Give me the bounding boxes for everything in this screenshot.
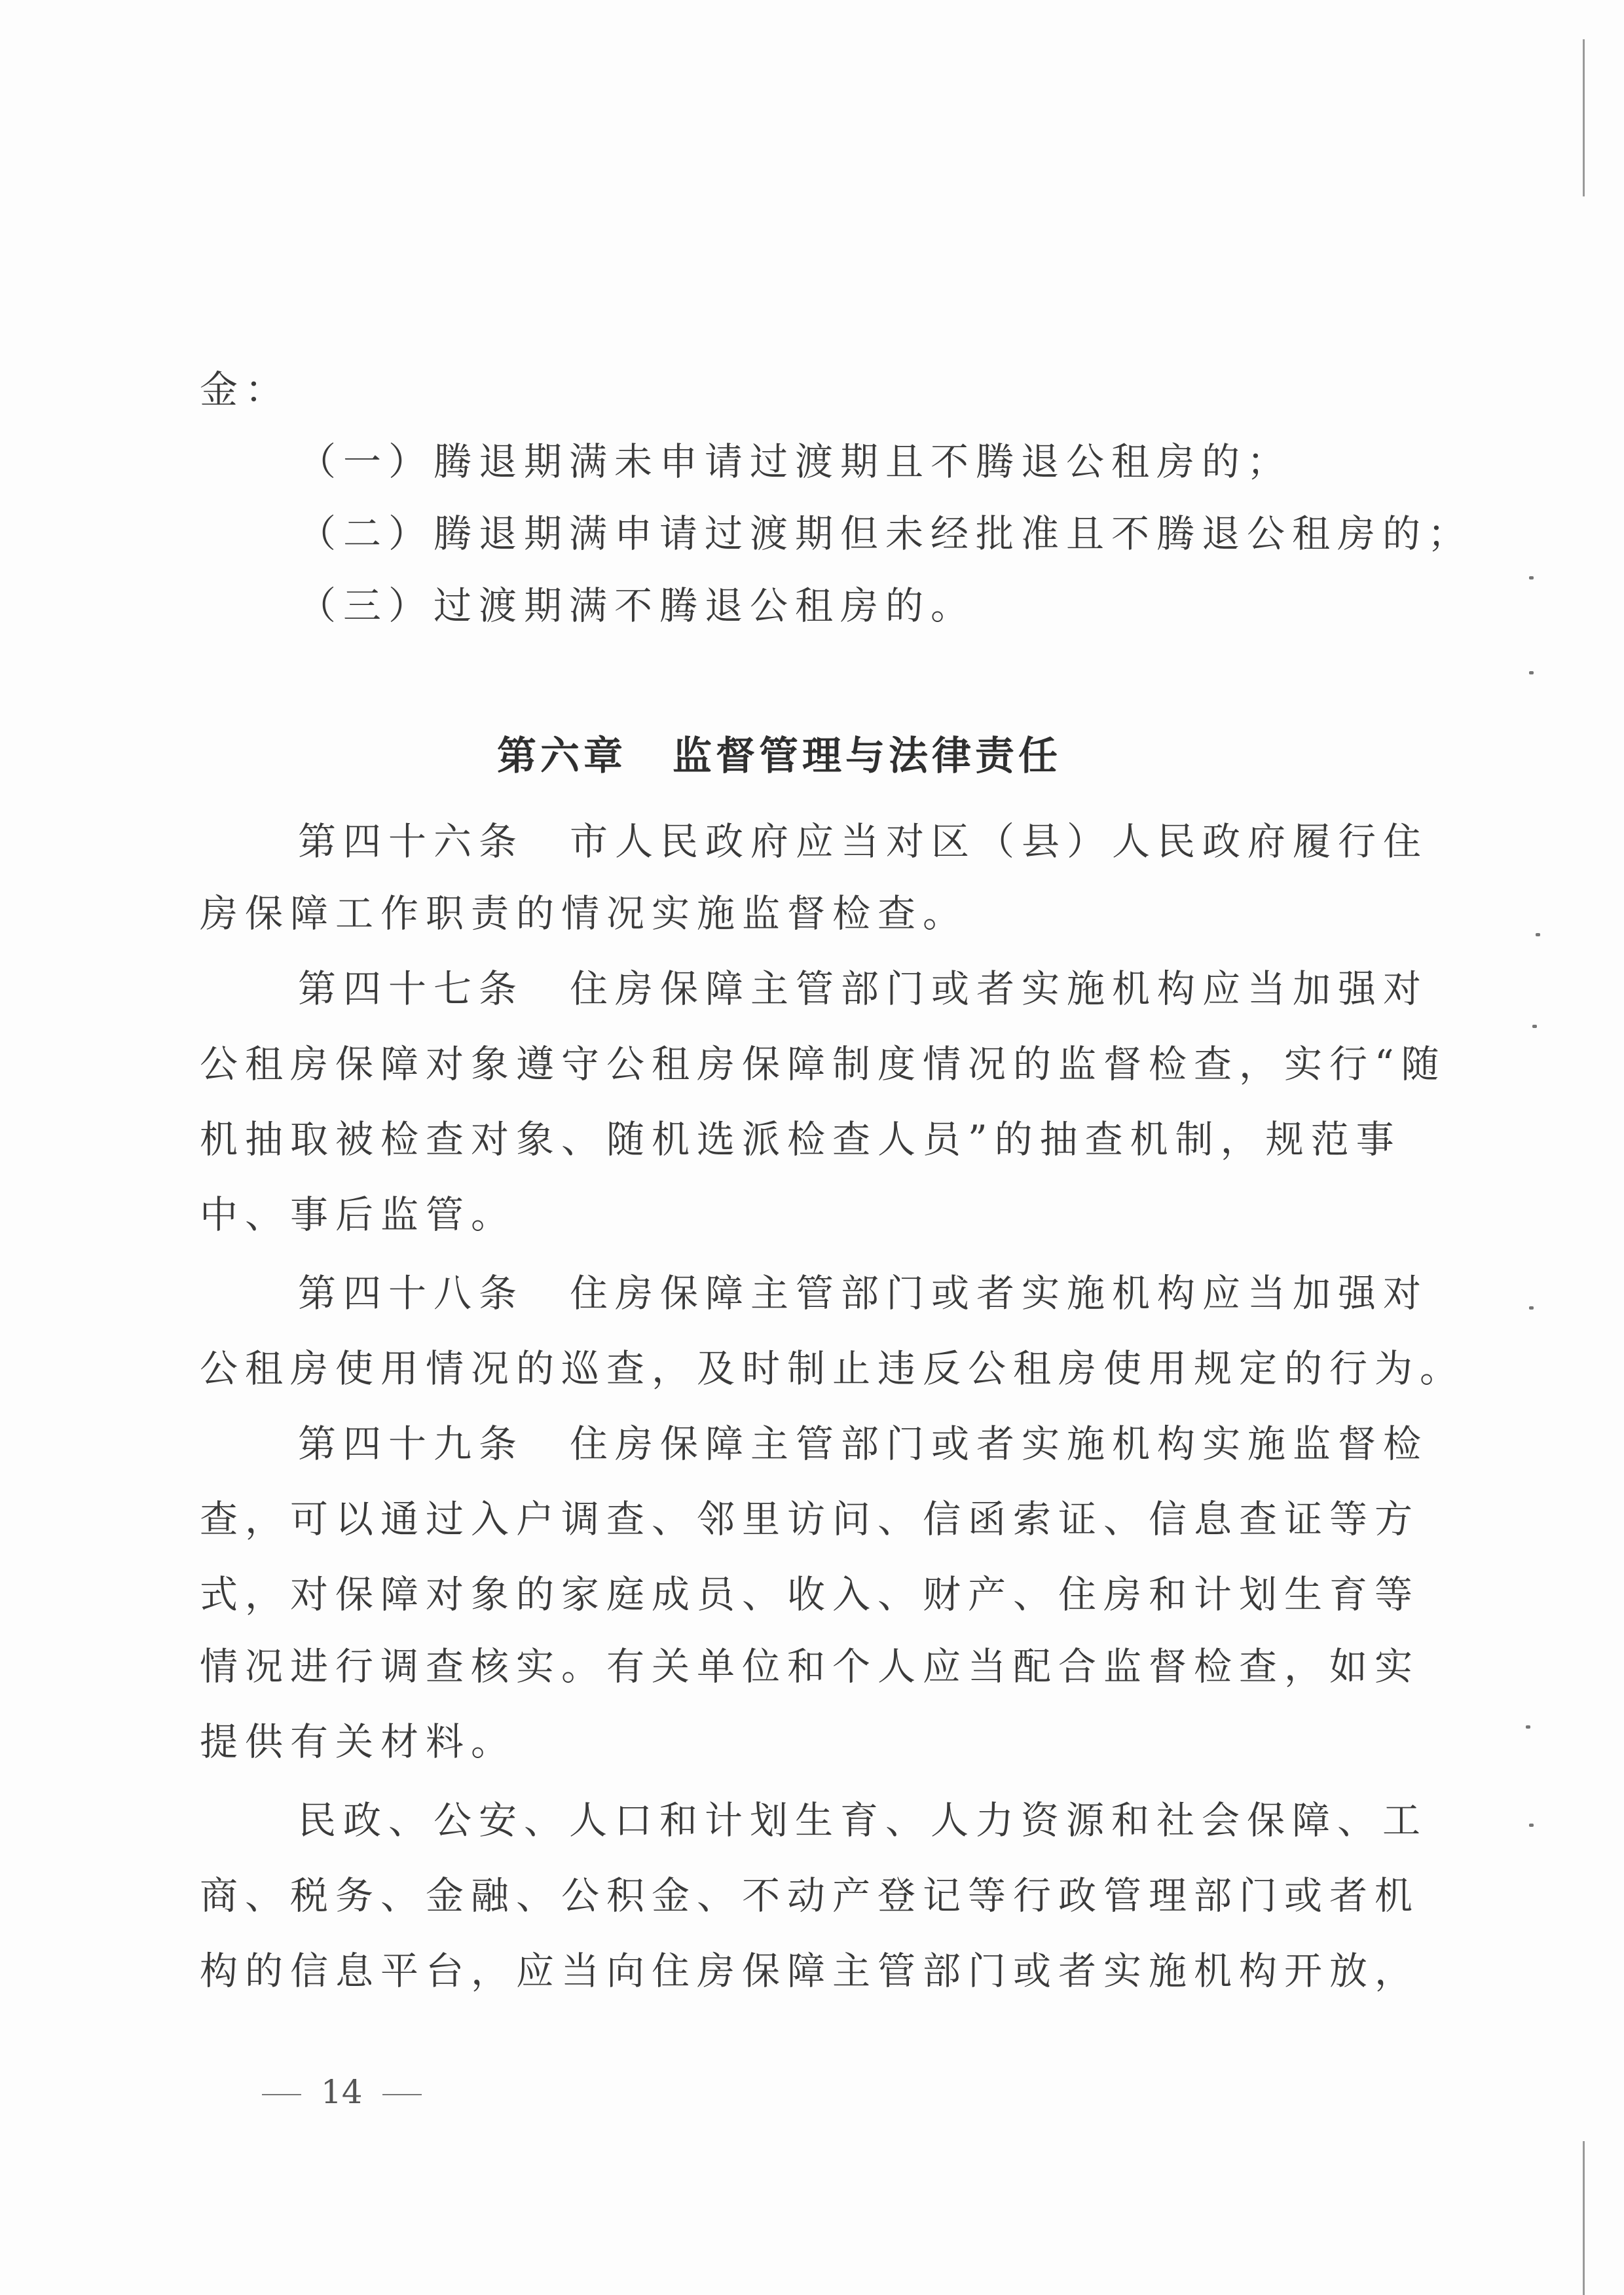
article-label: 第四十八条 bbox=[298, 1271, 525, 1315]
article-text: 住房保障主管部门或者实施机构应当加强对 bbox=[570, 966, 1429, 1011]
text-line: 提供有关材料。 bbox=[200, 1719, 517, 1764]
text-line: 中、事后监管。 bbox=[200, 1192, 517, 1237]
list-item: （二）腾退期满申请过渡期但未经批准且不腾退公租房的； bbox=[298, 511, 1473, 556]
article-text: 市人民政府应当对区（县）人民政府履行住 bbox=[570, 819, 1429, 864]
text-line: 金： bbox=[200, 367, 291, 412]
paragraph-line: 民政、公安、人口和计划生育、人力资源和社会保障、工 bbox=[298, 1798, 1428, 1843]
article-label: 第四十九条 bbox=[298, 1422, 525, 1466]
text-line: 公租房使用情况的巡查，及时制止违反公租房使用规定的行为。 bbox=[200, 1346, 1466, 1391]
scan-speck bbox=[1529, 1824, 1534, 1827]
scan-speck bbox=[1529, 576, 1534, 579]
article-49-line bbox=[298, 1418, 1429, 1470]
scan-speck bbox=[1529, 671, 1534, 674]
article-text: 住房保障主管部门或者实施机构应当加强对 bbox=[570, 1271, 1429, 1315]
page-footer bbox=[242, 2072, 441, 2112]
article-text: 住房保障主管部门或者实施机构实施监督检 bbox=[570, 1422, 1429, 1466]
scan-speck bbox=[1526, 1725, 1530, 1729]
text-line: 查，可以通过入户调查、邻里访问、信函索证、信息查证等方 bbox=[200, 1497, 1420, 1541]
chapter-number: 第六章 bbox=[497, 733, 627, 779]
article-46-line bbox=[298, 815, 1429, 868]
page-number: 14 bbox=[321, 2073, 363, 2111]
chapter-title: 监督管理与法律责任 bbox=[673, 733, 1061, 779]
text-line: 商、税务、金融、公积金、不动产登记等行政管理部门或者机 bbox=[200, 1873, 1420, 1918]
text-line: 构的信息平台，应当向住房保障主管部门或者实施机构开放， bbox=[200, 1949, 1420, 1993]
text-line: 式，对保障对象的家庭成员、收入、财产、住房和计划生育等 bbox=[200, 1572, 1420, 1617]
footer-dash-left bbox=[262, 2094, 301, 2095]
article-label: 第四十七条 bbox=[298, 966, 525, 1011]
scan-edge-line bbox=[1583, 39, 1585, 196]
footer-dash-right bbox=[382, 2094, 422, 2095]
list-item: （三）过渡期满不腾退公租房的。 bbox=[298, 583, 976, 628]
scan-speck bbox=[1529, 1306, 1534, 1310]
article-48-line bbox=[298, 1267, 1429, 1319]
scan-speck bbox=[1532, 1025, 1537, 1028]
text-line: 房保障工作职责的情况实施监督检查。 bbox=[200, 891, 969, 936]
article-47-line bbox=[298, 963, 1429, 1015]
chapter-heading bbox=[200, 730, 1359, 782]
scan-edge-line bbox=[1583, 2141, 1585, 2295]
scan-speck bbox=[1536, 933, 1540, 936]
text-line: 公租房保障对象遵守公租房保障制度情况的监督检查，实行“随 bbox=[200, 1042, 1447, 1086]
text-line: 机抽取被检查对象、随机选派检查人员”的抽查机制，规范事 bbox=[200, 1117, 1401, 1162]
list-item: （一）腾退期满未申请过渡期且不腾退公租房的； bbox=[298, 439, 1293, 484]
article-label: 第四十六条 bbox=[298, 819, 525, 864]
text-line: 情况进行调查核实。有关单位和个人应当配合监督检查，如实 bbox=[200, 1644, 1420, 1689]
